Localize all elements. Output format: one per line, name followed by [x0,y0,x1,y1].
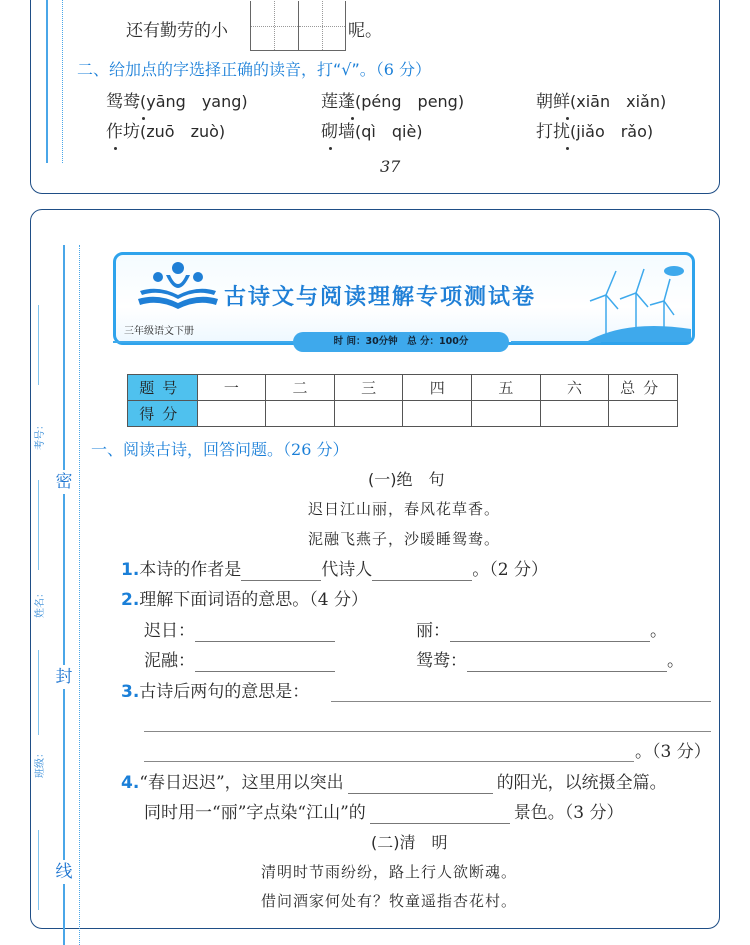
margin-field-line [38,650,39,735]
column-header: 总分 [609,375,678,401]
question-3-score: 。（3 分） [635,742,711,762]
page-number: 37 [380,157,401,176]
emphasis-dot [329,147,332,150]
answer-blank[interactable] [195,624,335,642]
column-header: 六 [540,375,609,401]
emphasis-dot [566,117,569,120]
answer-blank[interactable] [450,624,650,642]
pinyin-item: 朝鲜(xiān xiǎn) [536,92,667,112]
score-cell[interactable] [472,401,541,427]
banner-divider [113,341,293,343]
section-one-heading: 一、阅读古诗，回答问题。（26 分） [91,440,349,459]
margin-field-line [38,830,39,910]
poem-title: (二)清 明 [371,833,448,852]
question-4-line-2: 同时用一“丽”字点染“江山”的 景色。（3 分） [144,803,624,823]
banner-divider [511,341,601,343]
column-header: 五 [472,375,541,401]
answer-blank[interactable] [467,654,667,672]
score-cell[interactable] [197,401,266,427]
seal-char-feng: 封 [55,667,73,687]
score-cell[interactable] [609,401,678,427]
row-label: 得分 [128,401,198,427]
grid-cell[interactable] [251,1,298,50]
answer-line[interactable] [144,761,634,762]
score-cell[interactable] [334,401,403,427]
poem-line: 泥融飞燕子，沙暖睡鸳鸯。 [308,530,501,548]
seal-char-mi: 密 [55,472,73,492]
question-1: 1.本诗的作者是 代诗人 。（2 分） [121,560,549,580]
answer-blank[interactable] [348,776,493,794]
grid-cell[interactable] [298,1,345,50]
column-header: 三 [334,375,403,401]
term-nirong: 泥融： [144,650,335,672]
banner-title: 古诗文与阅读理解专项测试卷 [224,285,537,310]
exam-number-label: 考号： [35,420,46,450]
poem-line: 迟日江山丽，春风花草香。 [308,500,501,518]
question-3: 3.古诗后两句的意思是： [121,682,310,702]
emphasis-dot [566,147,569,150]
pinyin-item: 鸳鸯(yāng yang) [106,92,248,112]
author-era-blank[interactable] [241,563,321,581]
poem-line: 清明时节雨纷纷，路上行人欲断魂。 [261,863,518,881]
row-label: 题号 [128,375,198,401]
name-label: 姓名： [35,588,46,618]
pinyin-item: 作坊(zuō zuò) [106,122,226,142]
seal-char-xian: 线 [55,862,73,882]
column-header: 二 [266,375,335,401]
section-two-heading: 二、给加点的字选择正确的读音，打“√”。（6 分） [77,60,432,79]
emphasis-dot [114,147,117,150]
margin-dotted-rail [62,0,63,163]
margin-rail [46,0,48,163]
emphasis-dot [351,117,354,120]
writing-grid[interactable] [250,1,346,51]
term-yuanyang: 鸳鸯： 。 [416,651,684,671]
margin-field-line [38,305,39,385]
poem-line: 借问酒家何处有？牧童遥指杏花村。 [261,892,518,910]
column-header: 一 [197,375,266,401]
emphasis-dot [142,117,145,120]
pinyin-item: 打扰(jiǎo rǎo) [536,122,654,142]
column-header: 四 [403,375,472,401]
score-table [127,374,678,427]
fill-line-end: 呢。 [348,21,382,41]
pinyin-item: 莲蓬(péng peng) [321,92,465,112]
margin-dotted-rail [79,245,80,945]
poet-name-blank[interactable] [372,563,472,581]
grade-subtitle: 三年级语文下册 [124,326,194,337]
score-row [128,401,678,427]
time-score-info: 时 间：30分钟 总 分：100分 [293,332,509,352]
seal-line [63,245,65,945]
score-cell[interactable] [540,401,609,427]
fill-line-text: 还有勤劳的小 [126,21,228,41]
margin-field-line [38,480,39,570]
class-label: 班级： [35,748,46,778]
answer-blank[interactable] [195,654,335,672]
test-paper-card [30,209,720,929]
wind-turbine-illustration-icon [586,257,691,342]
question-4-line-1: 4.“春日迟迟”，这里用以突出 的阳光，以统摄全篇。 [121,773,667,793]
question-number-row [128,375,678,401]
answer-blank[interactable] [370,806,510,824]
score-cell[interactable] [266,401,335,427]
term-li: 丽： 。 [416,621,667,641]
term-chiri: 迟日： [144,620,335,642]
page-37-card [30,0,720,194]
score-cell[interactable] [403,401,472,427]
reading-book-logo-icon [136,261,220,313]
question-2: 2.理解下面词语的意思。（4 分） [121,590,369,610]
answer-line[interactable] [144,731,711,732]
pinyin-item: 砌墙(qì qiè) [321,122,423,142]
answer-line[interactable] [331,701,711,702]
poem-title: (一)绝 句 [368,470,445,489]
